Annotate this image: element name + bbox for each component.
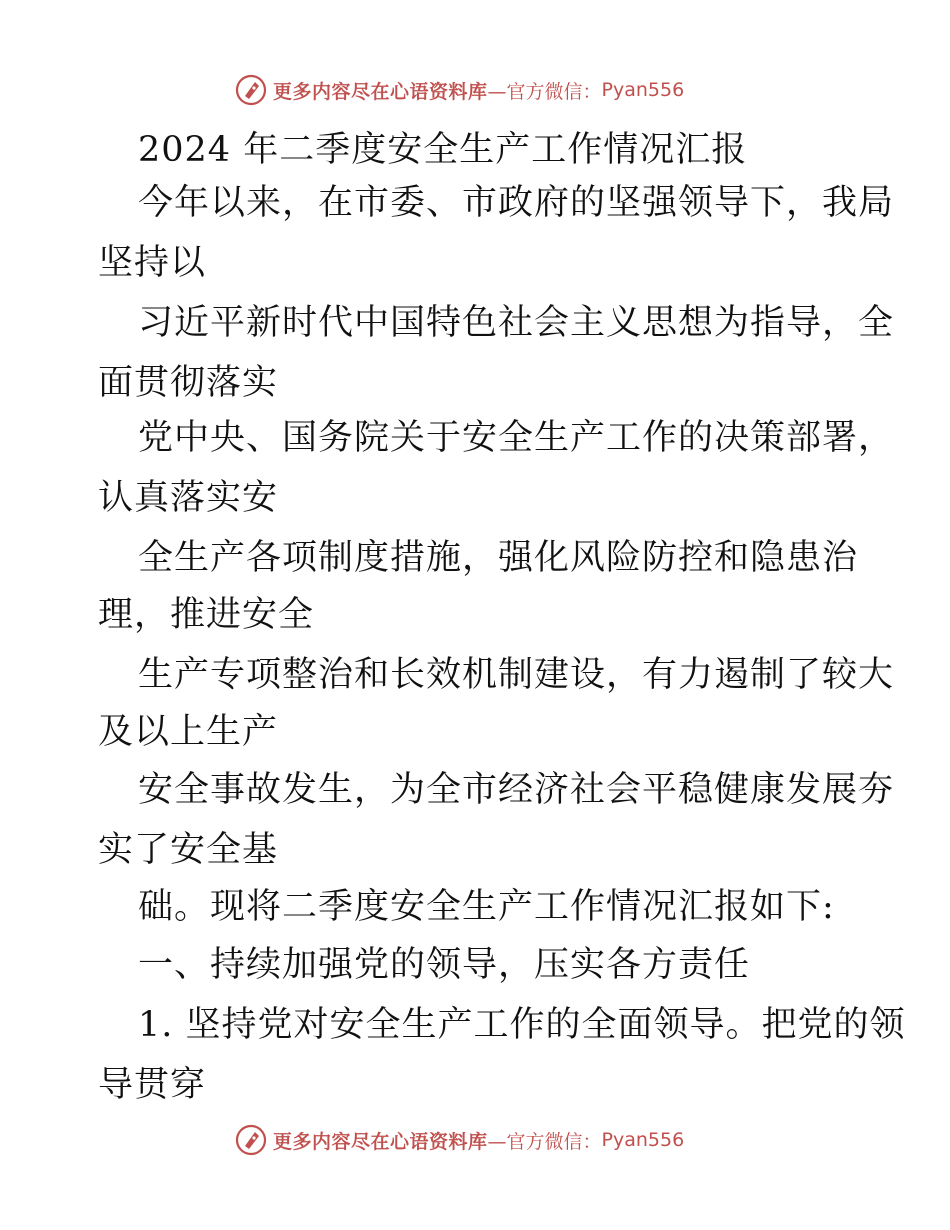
paragraph-line: 今年以来，在市委、市政府的坚强领导下，我局 bbox=[138, 183, 895, 223]
paragraph-line: 及以上生产 bbox=[98, 712, 279, 752]
watermark-prefix: 更多内容尽在心语资料库 bbox=[273, 1130, 488, 1153]
paragraph-line: 安全事故发生，为全市经济社会平稳健康发展夯 bbox=[138, 770, 895, 810]
paragraph-line: 认真落实安 bbox=[98, 478, 279, 518]
paragraph-line: 面贯彻落实 bbox=[98, 363, 279, 403]
paragraph-line: 导贯穿 bbox=[98, 1065, 207, 1105]
document-title: 2024 年二季度安全生产工作情况汇报 bbox=[138, 130, 748, 170]
watermark-suffix: —官方微信： bbox=[487, 1130, 602, 1153]
watermark-account: Pyan556 bbox=[601, 1129, 685, 1151]
paragraph-line: 全生产各项制度措施，强化风险防控和隐患治 bbox=[138, 538, 859, 578]
paragraph-line: 生产专项整治和长效机制建设，有力遏制了较大 bbox=[138, 655, 895, 695]
pen-nib-logo-icon bbox=[235, 74, 267, 106]
paragraph-line: 坚持以 bbox=[98, 243, 207, 283]
watermark-prefix: 更多内容尽在心语资料库 bbox=[273, 80, 488, 103]
watermark-suffix: —官方微信： bbox=[487, 80, 602, 103]
pen-nib-logo-icon bbox=[235, 1124, 267, 1156]
paragraph-line: 础。现将二季度安全生产工作情况汇报如下: bbox=[138, 887, 835, 927]
paragraph-line: 习近平新时代中国特色社会主义思想为指导，全 bbox=[138, 303, 895, 343]
watermark-account: Pyan556 bbox=[601, 79, 685, 101]
footer-watermark bbox=[235, 1122, 684, 1158]
paragraph-line: 1. 坚持党对安全生产工作的全面领导。把党的领 bbox=[138, 1005, 906, 1045]
section-heading: 一、持续加强党的领导，压实各方责任 bbox=[138, 945, 751, 985]
paragraph-line: 实了安全基 bbox=[98, 830, 279, 870]
paragraph-line: 党中央、国务院关于安全生产工作的决策部署， bbox=[138, 418, 895, 458]
paragraph-line: 理，推进安全 bbox=[98, 595, 315, 635]
header-watermark bbox=[235, 72, 684, 108]
